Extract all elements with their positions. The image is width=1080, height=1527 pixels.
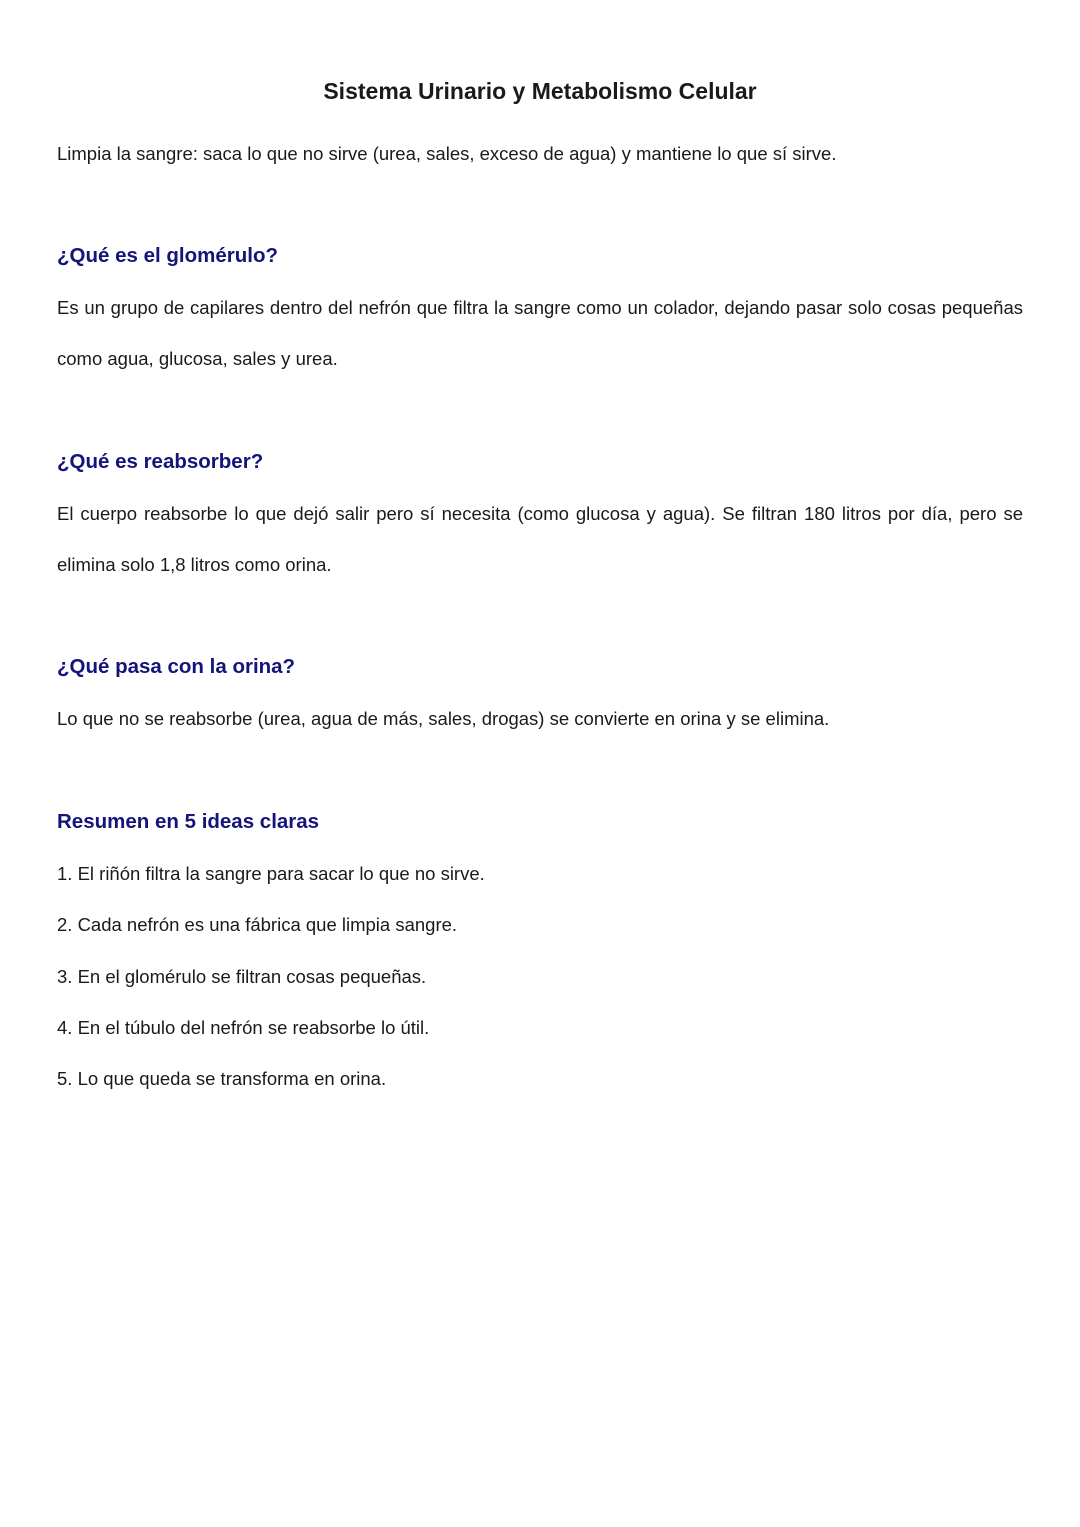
summary-item: 1. El riñón filtra la sangre para sacar lo que no sirve. [57,863,485,884]
summary-heading: Resumen en 5 ideas claras [57,810,320,833]
summary-item: 5. Lo que queda se transforma en orina. [57,1068,387,1090]
summary-item: 2. Cada nefrón es una fábrica que limpia sangre. [57,914,458,936]
section-body-glomerulo: Es un grupo de capilares dentro del nefrón que filtra la sangre como un colador, dejando pasar solo cosas pequeñas como agua, glucosa, sales y urea. [57,297,1023,369]
document-title: Sistema Urinario y Metabolismo Celular [323,78,757,105]
section-heading-reabsorber: ¿Qué es reabsorber? [57,450,264,473]
section-heading-orina: ¿Qué pasa con la orina? [57,655,296,678]
section-body-reabsorber: El cuerpo reabsorbe lo que dejó salir pero sí necesita (como glucosa y agua). Se filtran 180 litros por día, pero se elimina solo 1,8 litros como orina. [57,503,1023,575]
summary-item: 3. En el glomérulo se filtran cosas pequeñas. [57,965,427,987]
section-heading-glomerulo: ¿Qué es el glomérulo? [57,244,278,267]
summary-item: 4. En el túbulo del nefrón se reabsorbe lo útil. [57,1016,430,1038]
intro-paragraph: Limpia la sangre: saca lo que no sirve (urea, sales, exceso de agua) y mantiene lo que sí sirve. [57,143,837,164]
summary-list [57,848,485,1104]
section-body-orina: Lo que no se reabsorbe (urea, agua de más, sales, drogas) se convierte en orina y se elimina. [57,708,830,729]
